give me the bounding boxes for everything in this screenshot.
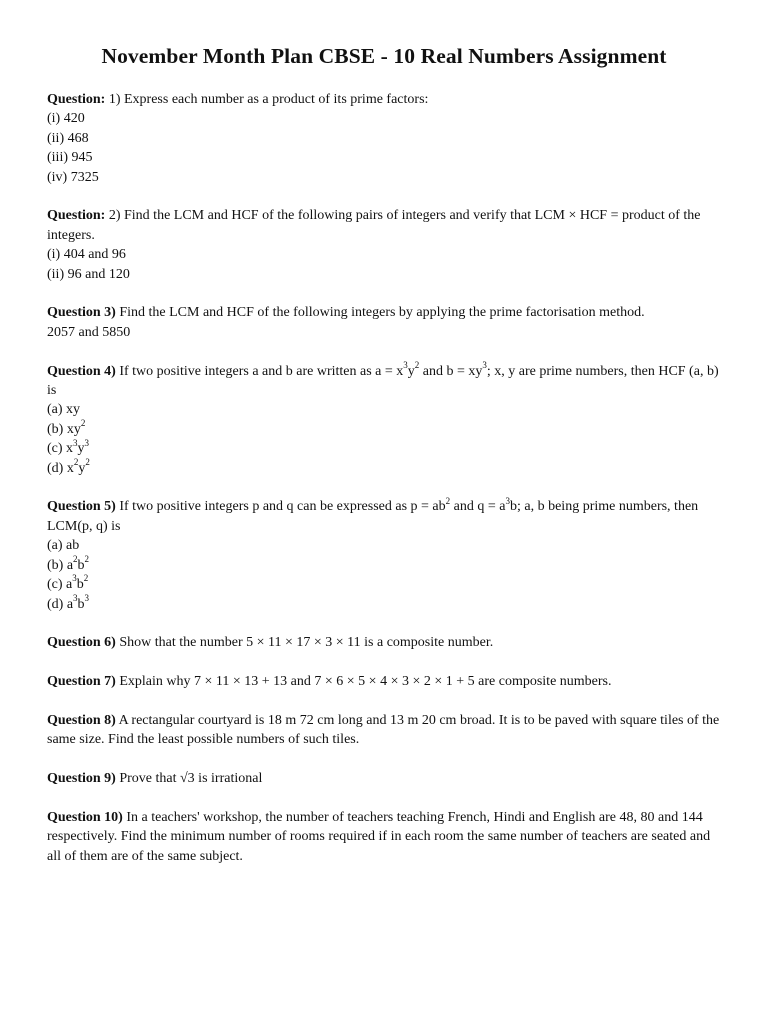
- question-text: ; x, y are prime numbers, then HCF (a, b) is: [47, 363, 719, 399]
- option-item: [47, 575, 723, 594]
- option-text: (d) x: [47, 460, 74, 476]
- option-text: y: [77, 441, 85, 457]
- superscript: 2: [80, 418, 86, 429]
- question-text: In a teachers' workshop, the number of teachers teaching French, Hindi and English are 48, 80 and 144 respectively. Find the minimum number of rooms required if in each room the same number of teachers are seated and all of them are of the same subject.: [47, 809, 711, 864]
- question-label: Question 6): [47, 635, 116, 651]
- superscript: 3: [505, 495, 510, 506]
- question-text: and q = a: [450, 499, 506, 515]
- option-item: [47, 459, 723, 478]
- superscript: 2: [85, 457, 90, 468]
- question-2: [47, 206, 723, 284]
- option-text: (a) xy: [47, 402, 81, 418]
- question-text-line: 2057 and 5850: [47, 324, 131, 340]
- question-label: Question 5): [47, 499, 116, 515]
- question-label: Question 4): [47, 363, 116, 379]
- question-text: y: [407, 363, 415, 379]
- option-item: [47, 556, 723, 575]
- question-7: [47, 672, 723, 691]
- option-text: (a) ab: [47, 538, 80, 554]
- question-10: [47, 808, 723, 866]
- option-item: (ii) 468: [47, 130, 89, 146]
- superscript: 3: [73, 592, 78, 603]
- question-text: and b = xy: [419, 363, 483, 379]
- superscript: 3: [73, 437, 78, 448]
- question-label: Question:: [47, 92, 106, 107]
- question-text: If two positive integers p and q can be expressed as p = ab: [115, 499, 446, 515]
- option-item: (iii) 945: [47, 150, 93, 166]
- question-text: Show that the number 5 × 11 × 17 × 3 × 11 is a composite number.: [115, 635, 494, 651]
- option-text: b: [76, 577, 84, 593]
- superscript: 2: [83, 573, 89, 584]
- option-item: [47, 400, 723, 419]
- question-text: Prove that √3 is irrational: [115, 771, 263, 787]
- superscript: 3: [482, 359, 487, 370]
- question-label: Question 9): [47, 771, 116, 787]
- option-text: (d) a: [47, 596, 74, 612]
- option-item: (ii) 96 and 120: [47, 266, 130, 282]
- question-label: Question 7): [47, 674, 116, 690]
- question-label: Question 10): [47, 809, 123, 825]
- option-item: [47, 536, 723, 555]
- option-item: (i) 404 and 96: [47, 247, 126, 263]
- question-label: Question 8): [47, 712, 116, 728]
- option-item: [47, 439, 723, 458]
- option-text: (c) a: [47, 577, 73, 593]
- question-8: [47, 711, 723, 750]
- superscript: 2: [414, 359, 420, 370]
- question-5: [47, 497, 723, 613]
- superscript: 3: [84, 592, 90, 603]
- question-label: Question:: [47, 208, 106, 224]
- option-item: [47, 420, 723, 439]
- question-text: 2) Find the LCM and HCF of the following pairs of integers and verify that LCM × HCF = product of the integers.: [47, 208, 701, 243]
- option-item: (iv) 7325: [47, 169, 99, 185]
- question-6: [47, 633, 723, 652]
- question-text: b; a, b being prime numbers, then LCM(p, q) is: [47, 499, 699, 534]
- question-text: Explain why 7 × 11 × 13 + 13 and 7 × 6 × 5 × 4 × 3 × 2 × 1 + 5 are composite numbers.: [115, 674, 612, 690]
- option-item: (i) 420: [47, 111, 85, 127]
- question-label: Question 3): [47, 305, 116, 321]
- superscript: 3: [403, 359, 408, 370]
- option-item: [47, 592, 723, 614]
- option-text: (b) xy: [47, 421, 81, 437]
- option-text: (b) a: [47, 557, 74, 573]
- superscript: 3: [84, 437, 90, 448]
- option-text: b: [77, 596, 85, 612]
- question-4: [47, 359, 723, 478]
- superscript: 2: [84, 554, 90, 565]
- option-text: b: [77, 557, 85, 573]
- superscript: 2: [445, 495, 451, 506]
- document-title: November Month Plan CBSE - 10 Real Numbers Assignment: [101, 44, 667, 68]
- superscript: 2: [73, 554, 78, 565]
- question-text: If two positive integers a and b are written as a = x: [115, 363, 404, 379]
- option-text: y: [78, 460, 86, 476]
- question-9: [47, 769, 723, 788]
- question-3: [47, 303, 723, 342]
- question-text: Find the LCM and HCF of the following integers by applying the prime factorisation method.: [115, 305, 645, 321]
- option-text: (c) x: [47, 441, 74, 457]
- question-text: 1) Express each number as a product of its prime factors:: [105, 92, 429, 107]
- superscript: 2: [73, 457, 79, 468]
- questions-list: [47, 90, 723, 866]
- question-1: [47, 90, 723, 187]
- superscript: 3: [72, 573, 77, 584]
- question-text: A rectangular courtyard is 18 m 72 cm long and 13 m 20 cm broad. It is to be paved with square tiles of the same size. Find the least possible numbers of such tiles.: [47, 712, 720, 748]
